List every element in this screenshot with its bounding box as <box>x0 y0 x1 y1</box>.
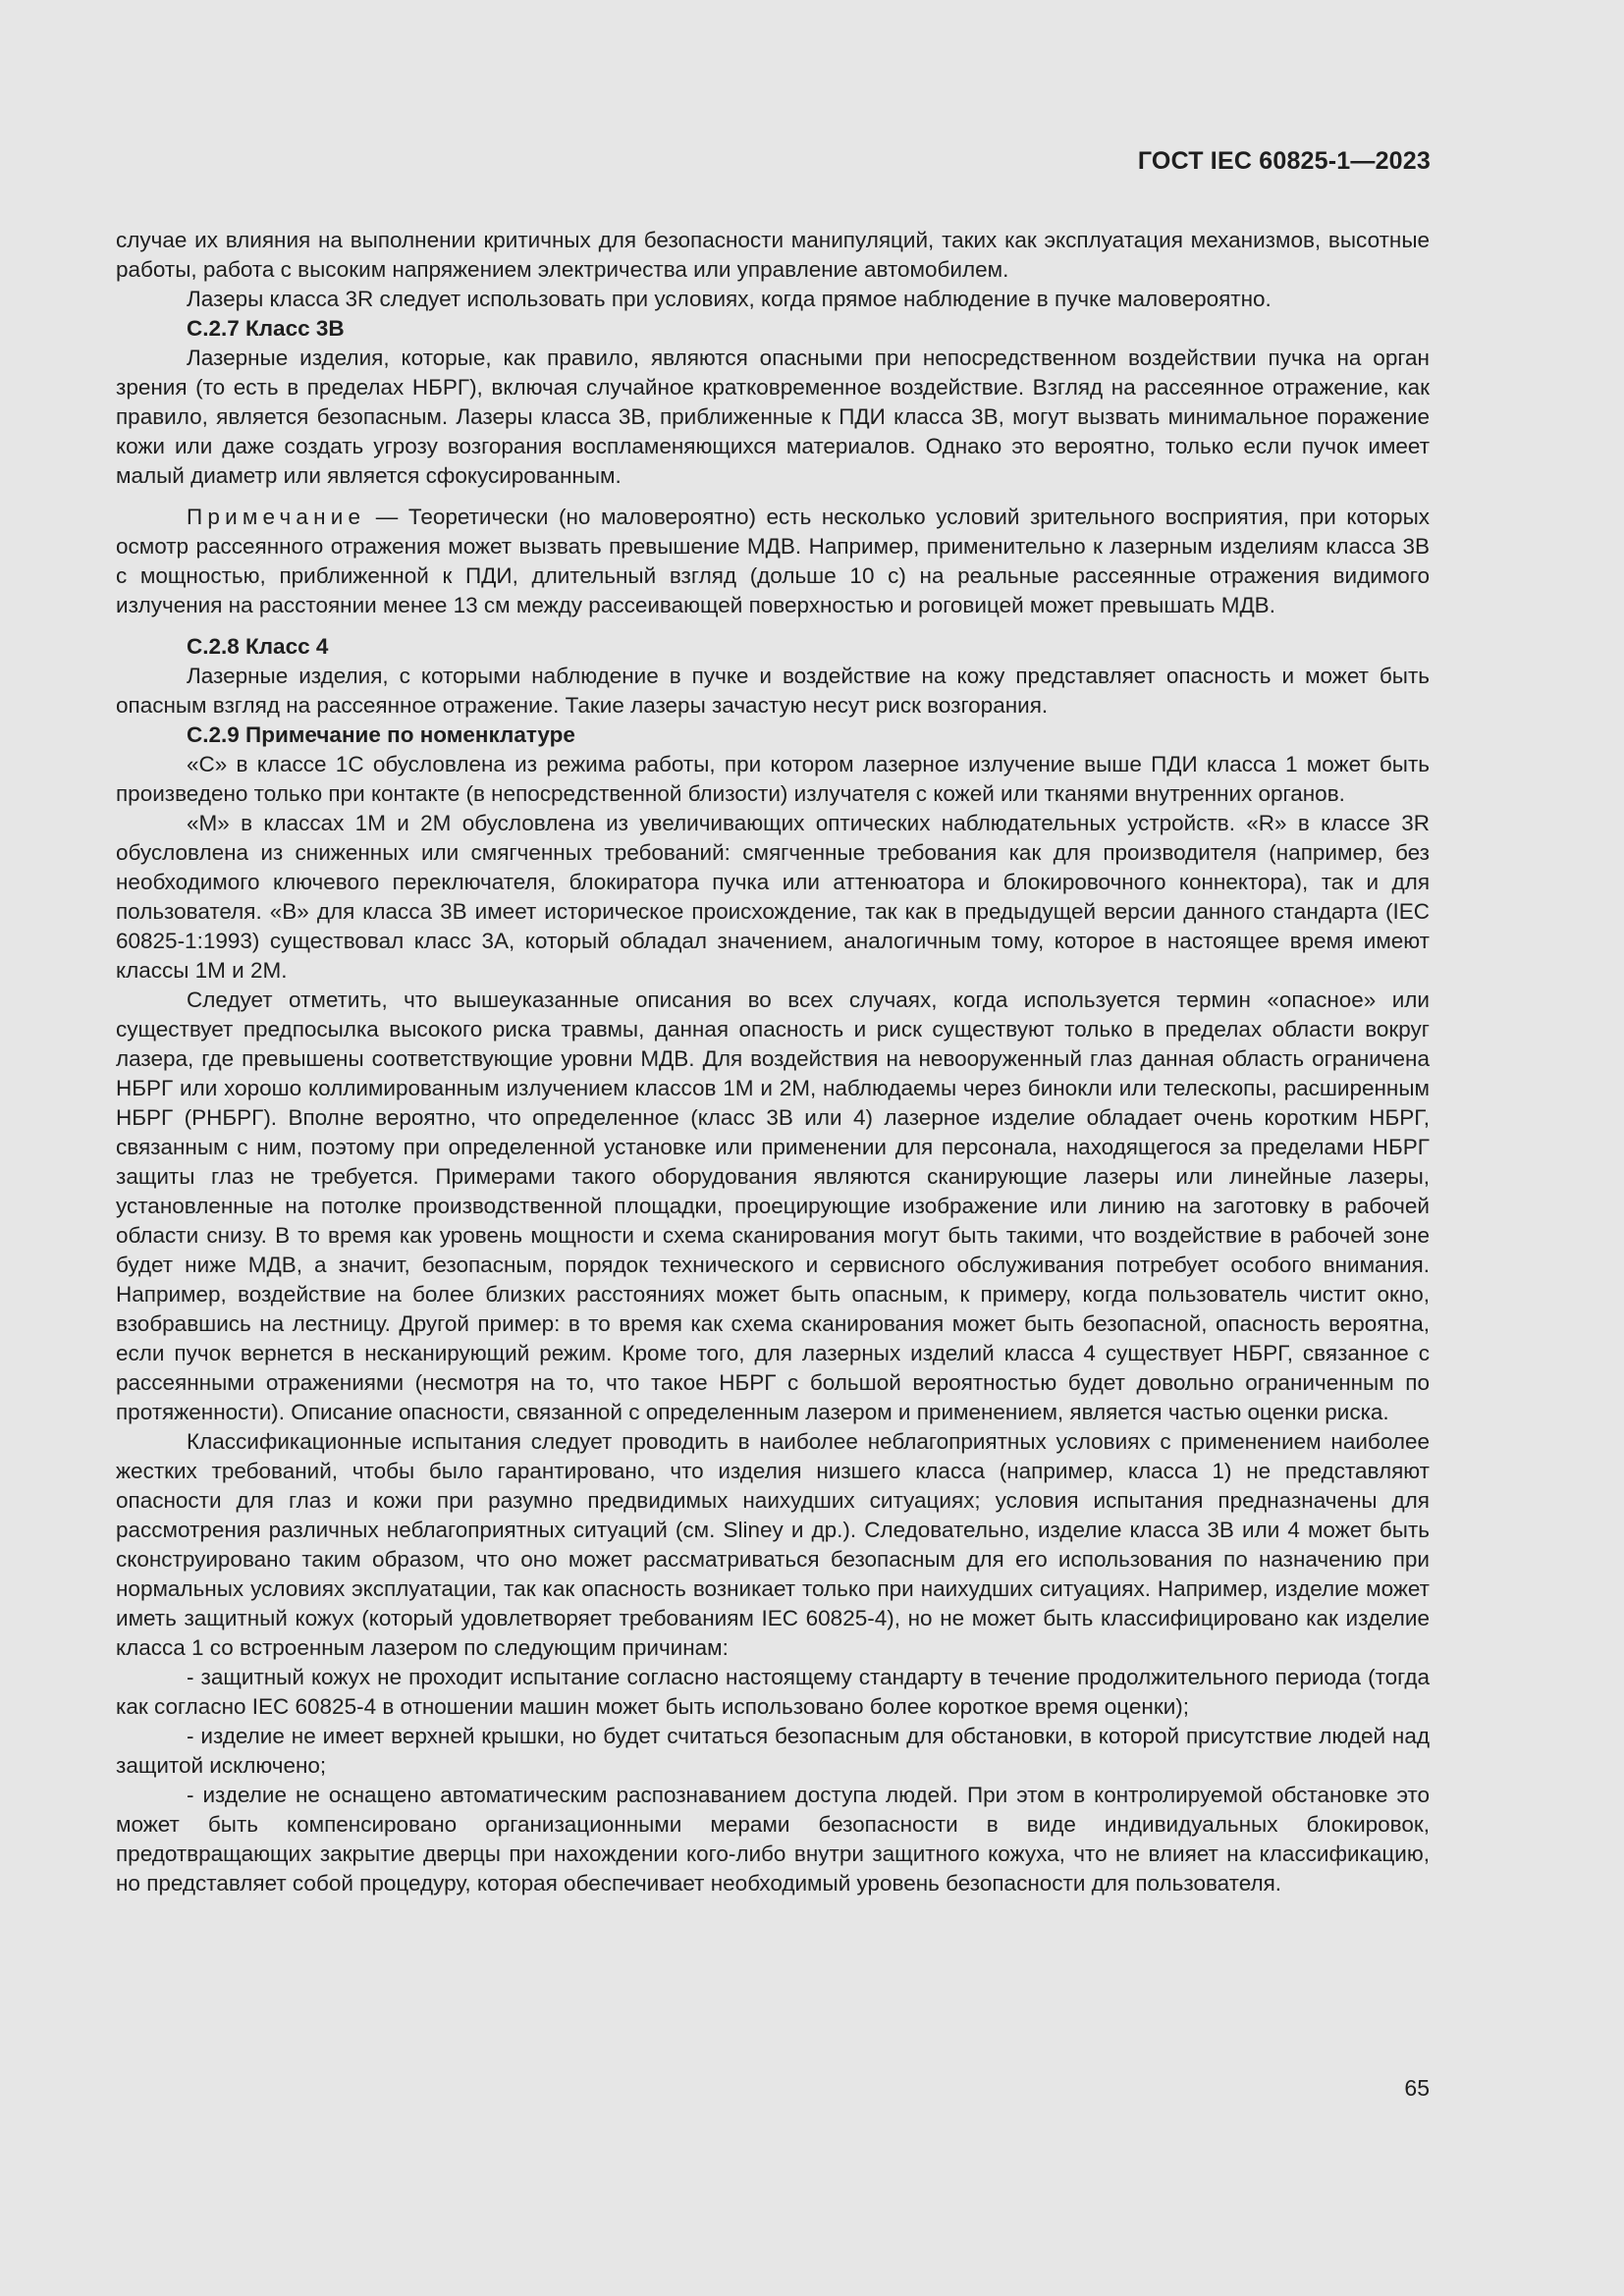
note-paragraph <box>116 503 1430 620</box>
document-body <box>116 226 1430 1898</box>
paragraph-hazard-zone: Следует отметить, что вышеуказанные описания во всех случаях, когда используется термин «опасное» или существует предпосылка высокого риска травмы, данная опасность и риск существуют только в пределах области вокруг лазера, где превышены соответствующие уровни МДВ. Для воздействия на невооруженный глаз данная область ограничена НБРГ или хорошо коллимированным излучением классов 1М и 2М, наблюдаемы через бинокли или телескопы, расширенным НБРГ (РНБРГ). Вполне вероятно, что определенное (класс 3В или 4) лазерное изделие обладает очень коротким НБРГ, связанным с ним, поэтому при определенной установке или применении для персонала, находящегося за пределами НБРГ защиты глаз не требуется. Примерами такого оборудования являются сканирующие лазеры или линейные лазеры, установленные на потолке производственной площадки, проецирующие изображение или линию на заготовку в рабочей области снизу. В то время как уровень мощности и схема сканирования могут быть такими, что воздействие в рабочей зоне будет ниже МДВ, а значит, безопасным, порядок технического и сервисного обслуживания потребует особого внимания. Например, воздействие на более близких расстояниях может быть опасным, к примеру, когда пользователь чистит окно, взобравшись на лестницу. Другой пример: в то время как схема сканирования может быть безопасной, опасность вероятна, если пучок вернется в несканирующий режим. Кроме того, для лазерных изделий класса 4 существует НБРГ, связанное с рассеянными отражениями (несмотря на то, что такое НБРГ с большой вероятностью будет довольно ограниченным по протяженности). Описание опасности, связанной с определенным лазером и применением, является частью оценки риска. <box>116 988 1430 1424</box>
paragraph-continuation: случае их влияния на выполнении критичных для безопасности манипуляций, таких как эксплуатация механизмов, высотные работы, работа с высоким напряжением электричества или управление автомобилем. <box>116 228 1430 282</box>
list-item-no-detection: - изделие не оснащено автоматическим распознаванием доступа людей. При этом в контролируемой обстановке это может быть компенсировано организационными мерами безопасности в виде индивидуальных блокировок, предотвращающих закрытие дверцы при нахождении кого-либо внутри защитного кожуха, что не влияет на классификацию, но представляет собой процедуру, которая обеспечивает необходимый уровень безопасности для пользователя. <box>116 1783 1430 1896</box>
paragraph-class-3b: Лазерные изделия, которые, как правило, являются опасными при непосредственном воздействии пучка на орган зрения (то есть в пределах НБРГ), включая случайное кратковременное воздействие. Взгляд на рассеянное отражение, как правило, является безопасным. Лазеры класса 3В, приближенные к ПДИ класса 3В, могут вызвать минимальное поражение кожи или даже создать угрозу возгорания воспламеняющихся материалов. Однако это вероятно, только если пучок имеет малый диаметр или является сфокусированным. <box>116 346 1430 488</box>
paragraph-class-4: Лазерные изделия, с которыми наблюдение в пучке и воздействие на кожу представляет опасность и может быть опасным взгляд на рассеянное отражение. Такие лазеры зачастую несут риск возгорания. <box>116 664 1430 718</box>
section-heading-c28: С.2.8 Класс 4 <box>187 634 329 659</box>
note-label: Примечание <box>187 505 366 529</box>
note-text: — Теоретически (но маловероятно) есть несколько условий зрительного восприятия, при которых осмотр рассеянного отражения может вызвать превышение МДВ. Например, применительно к лазерным изделиям класса 3В с мощностью, приближенной к ПДИ, длительный взгляд (дольше 10 с) на реальные рассеянные отражения видимого излучения на расстоянии менее 13 см между рассеивающей поверхностью и роговицей может превышать МДВ. <box>116 505 1430 617</box>
standard-header: ГОСТ IEC 60825-1—2023 <box>1137 147 1431 175</box>
section-heading-c27: С.2.7 Класс 3В <box>187 316 345 341</box>
paragraph-class-3r: Лазеры класса 3R следует использовать при условиях, когда прямое наблюдение в пучке маловероятно. <box>187 287 1272 311</box>
paragraph-classification-tests: Классификационные испытания следует проводить в наиболее неблагоприятных условиях с применением наиболее жестких требований, чтобы было гарантировано, что изделия низшего класса (например, класса 1) не представляют опасности для глаз и кожи при разумно предвидимых наихудших ситуациях; условия испытания предназначены для рассмотрения различных неблагоприятных ситуаций (см. Sliney и др.). Следовательно, изделие класса 3В или 4 может быть сконструировано таким образом, что оно может рассматриваться безопасным для его использования по назначению при нормальных условиях эксплуатации, так как опасность возникает только при наихудших ситуациях. Например, изделие может иметь защитный кожух (который удовлетворяет требованиям IEC 60825-4), но не может быть классифицировано как изделие класса 1 со встроенным лазером по следующим причинам: <box>116 1429 1430 1660</box>
page-number: 65 <box>1404 2075 1430 2101</box>
paragraph-class-1m-2m: «М» в классах 1М и 2М обусловлена из увеличивающих оптических наблюдательных устройств. «R» в классе 3R обусловлена из сниженных или смягченных требований: смягченные требования как для производителя (например, без необходимого ключевого переключателя, блокиратора пучка или аттенюатора и блокировочного коннектора), так и для пользователя. «В» для класса 3В имеет историческое происхождение, так как в предыдущей версии данного стандарта (IEC 60825-1:1993) существовал класс 3А, который обладал значением, аналогичным тому, которое в настоящее время имеют классы 1М и 2М. <box>116 811 1430 983</box>
paragraph-class-1c: «С» в классе 1С обусловлена из режима работы, при котором лазерное излучение выше ПДИ класса 1 может быть произведено только при контакте (в непосредственной близости) излучателя с кожей или тканями внутренних органов. <box>116 752 1430 806</box>
list-item-no-cover: - изделие не имеет верхней крышки, но будет считаться безопасным для обстановки, в которой присутствие людей над защитой исключено; <box>116 1724 1430 1778</box>
section-heading-c29: С.2.9 Примечание по номенклатуре <box>187 722 575 747</box>
list-item-housing-test: - защитный кожух не проходит испытание согласно настоящему стандарту в течение продолжительного периода (тогда как согласно IEC 60825-4 в отношении машин может быть использовано более короткое время оценки); <box>116 1665 1430 1719</box>
